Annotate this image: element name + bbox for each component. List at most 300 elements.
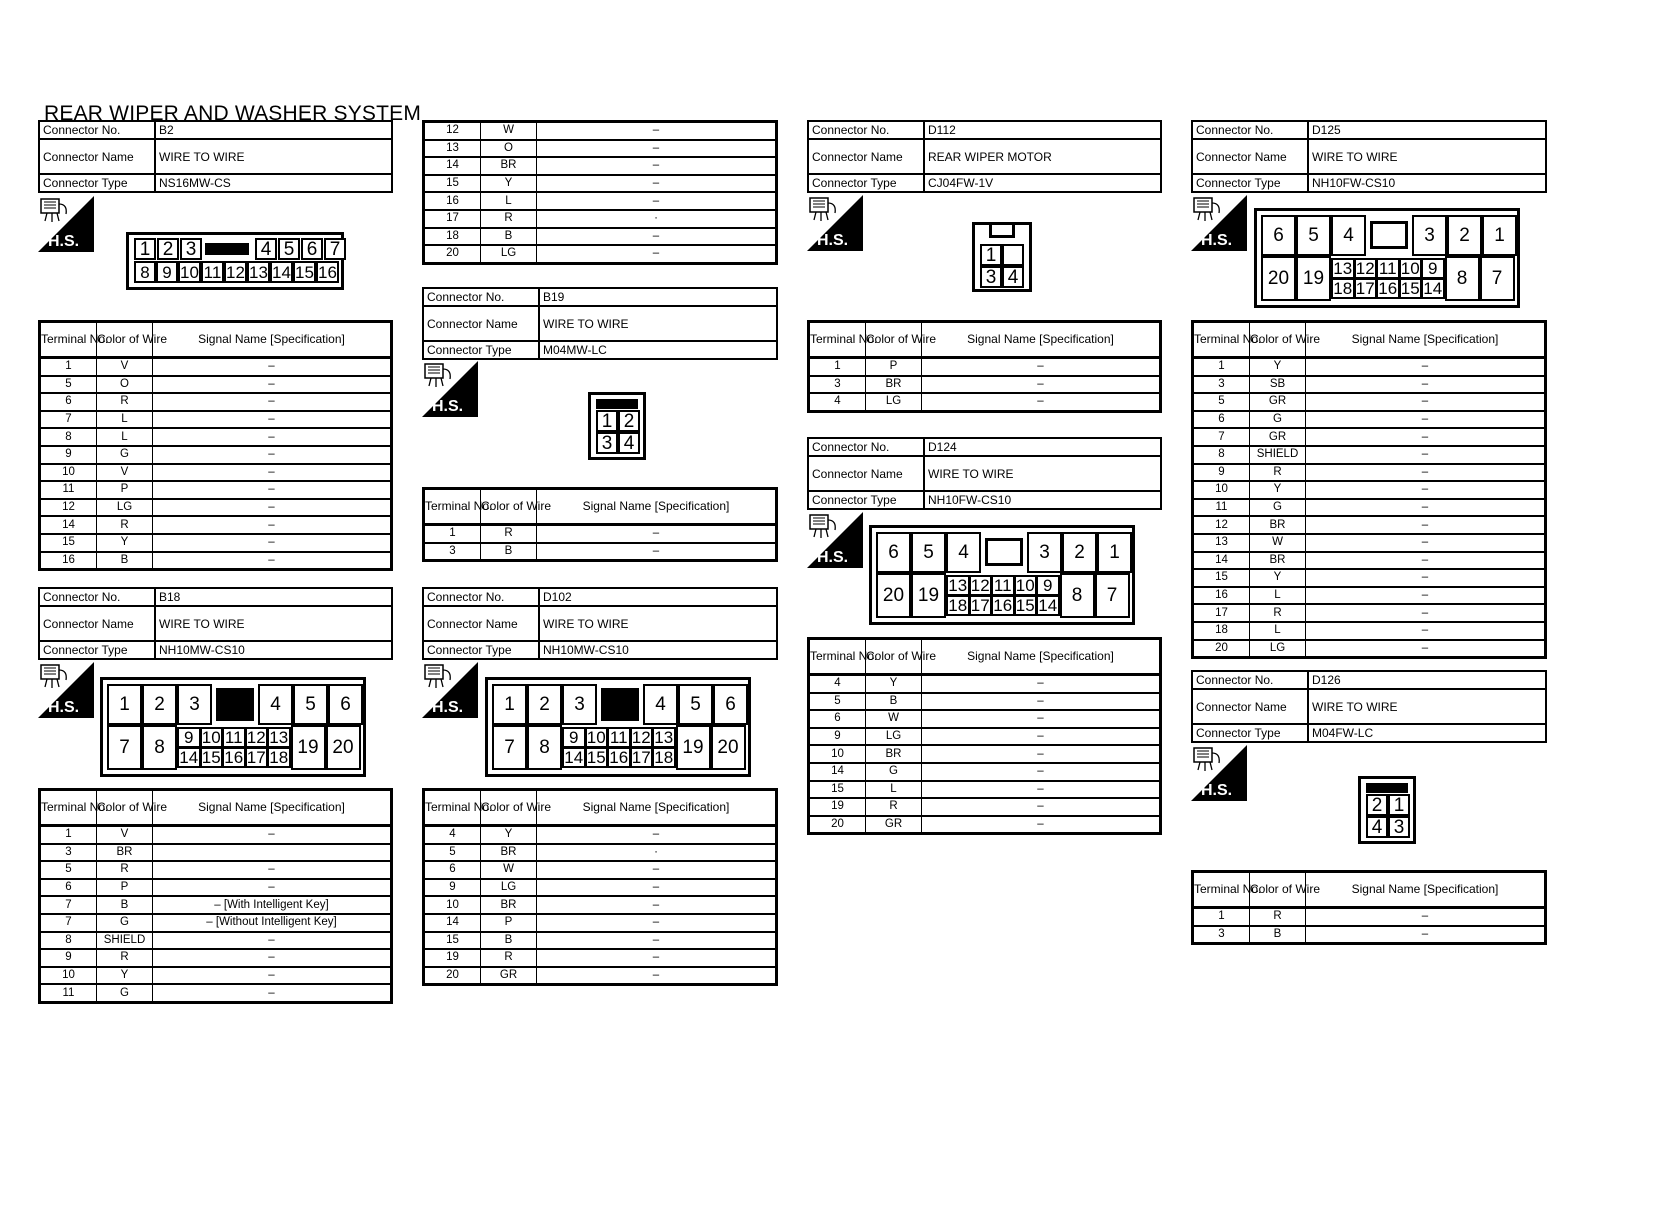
pin-cell: 19: [291, 725, 326, 770]
pin-cell: 3: [980, 266, 1002, 288]
connector-name: WIRE TO WIRE: [924, 456, 1161, 491]
signal-name: –: [1306, 908, 1546, 926]
wire-color: L: [866, 781, 922, 799]
signal-name: –: [537, 949, 777, 967]
connector-header-d112: [807, 120, 1162, 193]
pin-cell: 11: [222, 727, 246, 748]
wire-color: R: [97, 861, 153, 879]
pin-row: [809, 781, 1161, 799]
wire-color: R: [1250, 604, 1306, 622]
wire-color: R: [866, 798, 922, 816]
signal-name: –: [922, 376, 1161, 394]
terminal-no: 9: [424, 879, 481, 897]
pin-cell: 13: [267, 727, 291, 748]
pin-cell: 6: [876, 532, 911, 573]
signal-name: –: [1306, 411, 1546, 429]
terminal-no: 1: [40, 358, 97, 376]
pin-cell: 13: [946, 575, 970, 596]
pin-row: [809, 728, 1161, 746]
pin-row: [424, 192, 777, 210]
terminal-no: 14: [1193, 552, 1250, 570]
connector-latch: [989, 222, 1015, 238]
terminal-no: 20: [424, 245, 481, 263]
terminal-no: 16: [424, 192, 481, 210]
pin-cell: 4: [946, 532, 981, 573]
color-of-wire-header: Color of Wire: [1250, 322, 1306, 358]
signal-name-header: Signal Name [Specification]: [922, 322, 1161, 358]
terminal-no: 8: [1193, 446, 1250, 464]
pin-cell: 13: [1331, 258, 1355, 279]
terminal-no: 14: [424, 914, 481, 932]
terminal-no: 5: [40, 861, 97, 879]
signal-name: –: [922, 675, 1161, 693]
terminal-no-header: Terminal No.: [1193, 872, 1250, 908]
pin-cell: 14: [1036, 595, 1060, 616]
pin-row: [424, 210, 777, 228]
signal-name: –: [1306, 587, 1546, 605]
terminal-no: 15: [40, 534, 97, 552]
connector-name: REAR WIPER MOTOR: [924, 139, 1161, 174]
pin-row: [40, 428, 392, 446]
signal-name: ·: [537, 844, 777, 862]
pin-row: [1193, 481, 1546, 499]
pin-cell: 1: [492, 684, 527, 725]
terminal-no: 7: [40, 896, 97, 914]
pin-row: [1193, 358, 1546, 376]
pin-cell: 1: [134, 238, 156, 260]
pin-row: [809, 710, 1161, 728]
harness-side-icon: [1191, 745, 1247, 801]
pin-table-header: [424, 790, 777, 826]
pin-cell: 19: [911, 573, 946, 618]
pin-cell: 14: [177, 747, 201, 768]
pin-cell: 15: [200, 747, 224, 768]
pin-cell: 5: [293, 684, 328, 725]
pin-row: [1193, 516, 1546, 534]
hs-label: H.S.: [432, 398, 464, 415]
pin-cell: 2: [142, 684, 177, 725]
pin-row: [40, 879, 392, 897]
signal-name: –: [153, 879, 392, 897]
label-connector-type: Connector Type: [39, 641, 155, 659]
connector-header-d126: [1191, 670, 1547, 743]
wire-color: L: [1250, 622, 1306, 640]
signal-name: –: [153, 826, 392, 844]
wire-color: L: [481, 192, 537, 210]
label-connector-no: Connector No.: [423, 588, 539, 606]
pin-row: [1193, 393, 1546, 411]
pin-row: [424, 122, 777, 140]
pin-cell: 3: [562, 684, 597, 725]
pin-cell: 11: [1376, 258, 1400, 279]
pin-row: [1193, 464, 1546, 482]
signal-name-header: Signal Name [Specification]: [537, 790, 777, 826]
connector-key-slot: [985, 538, 1023, 566]
wire-color: P: [866, 358, 922, 376]
signal-name: –: [153, 428, 392, 446]
terminal-no: 7: [1193, 428, 1250, 446]
terminal-no: 6: [40, 879, 97, 897]
label-connector-no: Connector No.: [1192, 121, 1308, 139]
connector-key-block: [216, 688, 254, 721]
pin-row: [1193, 411, 1546, 429]
pin-cell: 19: [676, 725, 711, 770]
pin-row: [40, 534, 392, 552]
wire-color: GR: [481, 967, 537, 985]
pin-cell: 3: [177, 684, 212, 725]
pin-cell: 15: [1014, 595, 1038, 616]
wire-color: BR: [481, 157, 537, 175]
pin-row: [40, 932, 392, 950]
pin-row: [809, 763, 1161, 781]
pin-cell: 18: [1331, 278, 1355, 299]
pin-cell: 11: [607, 727, 631, 748]
connector-key-slot: [1370, 221, 1408, 249]
pin-cell: 16: [222, 747, 246, 768]
terminal-no: 6: [424, 861, 481, 879]
signal-name: –: [1306, 604, 1546, 622]
pin-cell: 6: [301, 238, 323, 260]
pin-row: [1193, 446, 1546, 464]
wire-color: LG: [866, 393, 922, 411]
connector-type: NH10MW-CS10: [155, 641, 392, 659]
terminal-no: 1: [1193, 358, 1250, 376]
wire-color: R: [481, 210, 537, 228]
signal-name: –: [537, 543, 777, 561]
pin-row: [1193, 569, 1546, 587]
terminal-no: 13: [1193, 534, 1250, 552]
terminal-no: 17: [424, 210, 481, 228]
pin-cell: 5: [1296, 215, 1331, 256]
connector-type: CJ04FW-1V: [924, 174, 1161, 192]
pin-cell: 3: [1388, 816, 1410, 838]
terminal-no: 8: [40, 428, 97, 446]
terminal-no: 6: [809, 710, 866, 728]
terminal-no: 18: [1193, 622, 1250, 640]
pin-row: [424, 543, 777, 561]
signal-name: –: [537, 932, 777, 950]
wire-color: B: [1250, 926, 1306, 944]
pin-row: [1193, 926, 1546, 944]
connector-latch-bar: [596, 399, 638, 409]
connector-key-block: [601, 688, 639, 721]
pin-table-d126: [1191, 870, 1547, 945]
signal-name: –: [537, 826, 777, 844]
connector-face-d126: [1358, 776, 1416, 844]
terminal-no: 3: [40, 844, 97, 862]
pin-cell: 2: [157, 238, 179, 260]
pin-cell: 2: [527, 684, 562, 725]
pin-cell: 4: [1002, 266, 1024, 288]
signal-name: –: [153, 949, 392, 967]
hs-label: H.S.: [48, 233, 80, 250]
wire-color: B: [866, 693, 922, 711]
pin-row: [1193, 552, 1546, 570]
terminal-no: 10: [424, 896, 481, 914]
wire-color: BR: [866, 745, 922, 763]
signal-name: –: [1306, 622, 1546, 640]
pin-row: [1193, 587, 1546, 605]
pin-row: [1193, 604, 1546, 622]
pin-row: [424, 879, 777, 897]
wire-color: G: [97, 446, 153, 464]
wire-color: LG: [866, 728, 922, 746]
pin-cell: 4: [1366, 816, 1388, 838]
pin-cell: 6: [1261, 215, 1296, 256]
wire-color: GR: [1250, 393, 1306, 411]
pin-cell: 14: [562, 747, 586, 768]
label-connector-type: Connector Type: [423, 641, 539, 659]
connector-no: D124: [924, 438, 1161, 456]
color-of-wire-header: Color of Wire: [1250, 872, 1306, 908]
signal-name: –: [922, 816, 1161, 834]
pin-row: [1193, 428, 1546, 446]
signal-name: – [Without Intelligent Key]: [153, 914, 392, 932]
terminal-no: 13: [424, 140, 481, 158]
pin-cell: 4: [255, 238, 277, 260]
signal-name: –: [153, 358, 392, 376]
terminal-no: 6: [40, 393, 97, 411]
terminal-no: 9: [1193, 464, 1250, 482]
terminal-no: 3: [1193, 376, 1250, 394]
pin-table-header: [809, 322, 1161, 358]
terminal-no: 15: [424, 932, 481, 950]
pin-table-d102: [422, 788, 778, 986]
pin-cell: 4: [618, 432, 640, 454]
pin-table-header: [40, 790, 392, 826]
pin-cell: 18: [652, 747, 676, 768]
pin-row: [40, 358, 392, 376]
signal-name: [153, 844, 392, 862]
pin-row: [40, 516, 392, 534]
hs-label: H.S.: [817, 549, 849, 566]
pin-cell: 3: [180, 238, 202, 260]
pin-cell: 12: [969, 575, 993, 596]
signal-name: –: [153, 376, 392, 394]
hs-label: H.S.: [432, 699, 464, 716]
signal-name: –: [537, 228, 777, 246]
terminal-no: 17: [1193, 604, 1250, 622]
pin-cell: 17: [245, 747, 269, 768]
signal-name: –: [537, 245, 777, 263]
pin-row: [40, 393, 392, 411]
pin-cell: 10: [200, 727, 224, 748]
pin-cell: 4: [643, 684, 678, 725]
pin-cell: 3: [1027, 532, 1062, 573]
terminal-no: 3: [809, 376, 866, 394]
wire-color: W: [481, 122, 537, 140]
pin-cell: 18: [267, 747, 291, 768]
pin-cell: 3: [1412, 215, 1447, 256]
pin-row: [40, 552, 392, 570]
pin-row: [424, 140, 777, 158]
label-connector-no: Connector No.: [1192, 671, 1308, 689]
pin-row: [809, 376, 1161, 394]
connector-header-d125: [1191, 120, 1547, 193]
terminal-no: 18: [424, 228, 481, 246]
terminal-no: 1: [40, 826, 97, 844]
wire-color: Y: [97, 534, 153, 552]
connector-header-b19: [422, 287, 778, 360]
wire-color: P: [481, 914, 537, 932]
pin-cell: 19: [1296, 256, 1331, 301]
wire-color: BR: [481, 844, 537, 862]
label-connector-type: Connector Type: [1192, 174, 1308, 192]
terminal-no: 12: [424, 122, 481, 140]
connector-face-d112: [972, 222, 1032, 292]
signal-name: –: [922, 358, 1161, 376]
connector-face-d124: [869, 525, 1135, 625]
pin-row: [40, 464, 392, 482]
label-connector-name: Connector Name: [1192, 139, 1308, 174]
wire-color: SHIELD: [97, 932, 153, 950]
pin-cell: 5: [911, 532, 946, 573]
wire-color: R: [1250, 464, 1306, 482]
wire-color: G: [866, 763, 922, 781]
connector-face-b18: [100, 677, 366, 777]
wire-color: B: [481, 228, 537, 246]
wire-color: R: [97, 949, 153, 967]
color-of-wire-header: Color of Wire: [97, 322, 153, 358]
pin-cell: 16: [1376, 278, 1400, 299]
pin-cell: 8: [142, 725, 177, 770]
pin-cell: 10: [178, 261, 201, 283]
terminal-no: 7: [40, 914, 97, 932]
pin-cell: 7: [492, 725, 527, 770]
terminal-no: 5: [424, 844, 481, 862]
signal-name-header: Signal Name [Specification]: [1306, 322, 1546, 358]
pin-cell: 1: [1482, 215, 1517, 256]
wire-color: Y: [866, 675, 922, 693]
terminal-no: 20: [424, 967, 481, 985]
pin-cell: 8: [1060, 573, 1095, 618]
signal-name: –: [922, 710, 1161, 728]
pin-row: [424, 896, 777, 914]
signal-name: – [With Intelligent Key]: [153, 896, 392, 914]
wire-color: R: [481, 949, 537, 967]
pin-cell: 16: [607, 747, 631, 768]
signal-name-header: Signal Name [Specification]: [922, 639, 1161, 675]
pin-cell: 12: [1354, 258, 1378, 279]
wire-color: R: [97, 393, 153, 411]
signal-name: –: [153, 984, 392, 1002]
connector-no: B2: [155, 121, 392, 139]
terminal-no: 15: [424, 175, 481, 193]
terminal-no: 20: [1193, 640, 1250, 658]
terminal-no: 9: [809, 728, 866, 746]
wire-color: B: [97, 896, 153, 914]
signal-name: –: [537, 175, 777, 193]
connector-no: B19: [539, 288, 777, 306]
harness-side-icon: [38, 662, 94, 718]
label-connector-name: Connector Name: [808, 139, 924, 174]
pin-row: [40, 376, 392, 394]
wire-color: R: [97, 516, 153, 534]
terminal-no: 5: [809, 693, 866, 711]
pin-table-header: [424, 489, 777, 525]
pin-row: [809, 358, 1161, 376]
signal-name-header: Signal Name [Specification]: [153, 322, 392, 358]
pin-cell: 7: [1480, 256, 1515, 301]
signal-name: –: [537, 140, 777, 158]
signal-name: –: [1306, 393, 1546, 411]
pin-row: [424, 228, 777, 246]
wire-color: O: [481, 140, 537, 158]
wire-color: Y: [1250, 569, 1306, 587]
pin-cell: 9: [562, 727, 586, 748]
label-connector-name: Connector Name: [808, 456, 924, 491]
wire-color: Y: [1250, 358, 1306, 376]
pin-row: [424, 861, 777, 879]
label-connector-no: Connector No.: [39, 121, 155, 139]
terminal-no: 14: [40, 516, 97, 534]
label-connector-no: Connector No.: [39, 588, 155, 606]
pin-cell: 5: [678, 684, 713, 725]
terminal-no: 7: [40, 411, 97, 429]
connector-no: D112: [924, 121, 1161, 139]
label-connector-type: Connector Type: [39, 174, 155, 192]
wire-color: BR: [97, 844, 153, 862]
hs-label: H.S.: [1201, 782, 1233, 799]
terminal-no: 10: [1193, 481, 1250, 499]
pin-cell: 18: [946, 595, 970, 616]
terminal-no-header: Terminal No.: [424, 489, 481, 525]
terminal-no-header: Terminal No.: [424, 790, 481, 826]
signal-name: –: [1306, 481, 1546, 499]
pin-table-d112: [807, 320, 1162, 413]
pin-cell: 9: [1036, 575, 1060, 596]
terminal-no: 1: [424, 525, 481, 543]
connector-type: NS16MW-CS: [155, 174, 392, 192]
wire-color: BR: [1250, 516, 1306, 534]
terminal-no: 19: [809, 798, 866, 816]
signal-name: –: [153, 932, 392, 950]
pin-row: [424, 826, 777, 844]
pin-cell: 2: [618, 410, 640, 432]
hs-label: H.S.: [48, 699, 80, 716]
signal-name: –: [1306, 376, 1546, 394]
wire-color: Y: [481, 175, 537, 193]
wire-color: LG: [481, 245, 537, 263]
pin-row: [809, 816, 1161, 834]
wire-color: O: [97, 376, 153, 394]
pin-cell: 17: [630, 747, 654, 768]
wire-color: L: [1250, 587, 1306, 605]
harness-side-icon: [422, 662, 478, 718]
signal-name: –: [153, 446, 392, 464]
wire-color: B: [97, 552, 153, 570]
pin-row: [40, 967, 392, 985]
wire-color: LG: [97, 499, 153, 517]
signal-name-header: Signal Name [Specification]: [153, 790, 392, 826]
connector-type: M04MW-LC: [539, 341, 777, 359]
pin-cell: 11: [201, 261, 224, 283]
pin-row: [424, 967, 777, 985]
label-connector-type: Connector Type: [808, 174, 924, 192]
pin-cell: 20: [876, 573, 911, 618]
pin-row: [40, 949, 392, 967]
terminal-no-header: Terminal No.: [1193, 322, 1250, 358]
wire-color: G: [97, 914, 153, 932]
connector-type: M04FW-LC: [1308, 724, 1546, 742]
pin-cell: 10: [1399, 258, 1423, 279]
signal-name: –: [537, 896, 777, 914]
label-connector-name: Connector Name: [39, 139, 155, 174]
wire-color: B: [481, 932, 537, 950]
signal-name-header: Signal Name [Specification]: [537, 489, 777, 525]
pin-cell: 9: [156, 261, 178, 283]
pin-cell: 13: [652, 727, 676, 748]
